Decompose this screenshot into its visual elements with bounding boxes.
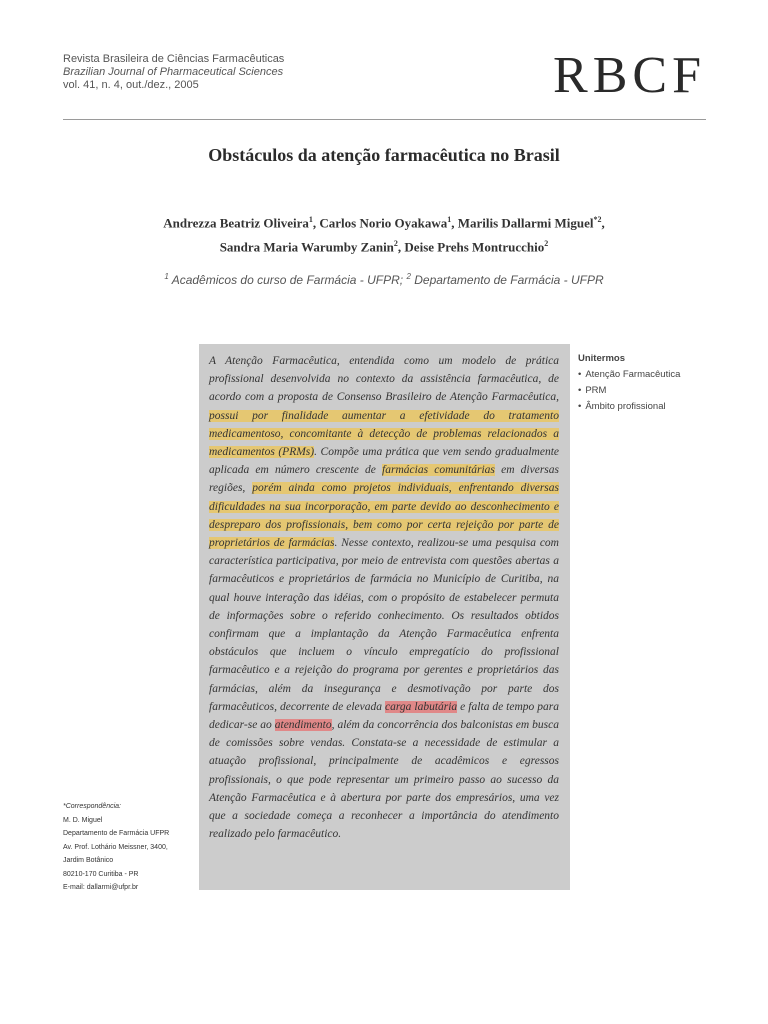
uniterms-list xyxy=(578,367,680,415)
abstract-highlight: farmácias comunitárias xyxy=(382,464,495,477)
uniterm-item: • PRM xyxy=(578,383,680,399)
correspondence xyxy=(63,800,169,895)
header-divider xyxy=(63,119,706,120)
author-list xyxy=(0,209,768,258)
abstract-part: . Compõe uma prática que vem sendo gradualmente aplicada em número crescente de xyxy=(209,446,559,477)
correspondence-label: *Correspondência: xyxy=(63,803,121,810)
affil-text-1: Acadêmicos do curso de Farmácia - UFPR; xyxy=(168,273,407,287)
correspondence-line: E-mail: dallarmi@ufpr.br xyxy=(63,884,139,891)
author-sup: 1 xyxy=(308,215,313,224)
abstract-highlight: porém ainda como projetos individuais, enfrentando diversas dificuldades na sua incorporação, em parte devido ao desconhecimento e despreparo dos profissionais, bem como por certa rejeição por parte de proprietários de farmácias xyxy=(209,482,559,550)
author-line-1 xyxy=(0,209,768,233)
uniterm-item: • Âmbito profissional xyxy=(578,399,680,415)
journal-name-en: Brazilian Journal of Pharmaceutical Sciences xyxy=(63,66,284,78)
abstract-highlight-red: atendimento xyxy=(274,719,332,732)
journal-header xyxy=(63,53,284,92)
author-sep: , xyxy=(397,239,405,255)
affil-text-2: Departamento de Farmácia - UFPR xyxy=(410,273,604,287)
abstract-text xyxy=(209,352,559,843)
author-name: Carlos Norio Oyakawa xyxy=(319,215,448,231)
author-sup: 2 xyxy=(544,239,549,249)
author-name: Deise Prehs Montrucchio xyxy=(404,239,545,255)
abstract-part: em diversas regiões, xyxy=(209,464,559,495)
abstract-part: A Atenção Farmacêutica, entendida como um modelo de prática profissional desenvolvida no contexto da assistência farmacêutica, de acordo com a proposta de Consenso Brasileiro de Atenção Farmacêutica, xyxy=(209,355,559,404)
affil-sup-2: 2 xyxy=(406,272,411,281)
abstract-highlight: possui por finalidade aumentar a efetividade do tratamento medicamentoso, concomitante à detecção de problemas relacionados a medicamentos (PRMs) xyxy=(209,409,559,459)
author-sep: , xyxy=(312,215,320,231)
uniterm-item: • Atenção Farmacêutica xyxy=(578,367,680,383)
author-sup: 1 xyxy=(447,215,452,224)
correspondence-line: 80210-170 Curitiba - PR xyxy=(63,870,139,878)
author-sup: *2 xyxy=(593,215,602,224)
article-title: Obstáculos da atenção farmacêutica no Brasil xyxy=(208,145,560,165)
correspondence-line: Av. Prof. Lothário Meissner, 3400, xyxy=(63,843,168,851)
uniterms-heading: Unitermos xyxy=(578,353,625,364)
journal-issue: vol. 41, n. 4, out./dez., 2005 xyxy=(63,79,199,91)
author-name: Sandra Maria Warumby Zanin xyxy=(219,239,394,255)
abstract-part: , além da concorrência dos balconistas em busca de comissões sobre vendas. Constata-se a necessidade de estimular a atuação profissional, principalmente de acadêmicos e egressos profissionais, o que pode representar um primeiro passo ao sucesso da Atenção Farmacêutica e à abertura por parte dos empresários, uma vez que a sociedade começa a reconhecer a importância do atendimento realizado pelo farmacêutico. xyxy=(209,719,560,841)
author-line-2 xyxy=(0,233,768,257)
abstract-part: . Nesse contexto, realizou-se uma pesquisa com característica participativa, por meio de entrevista com questões abertas a farmacêuticos e proprietários de farmácia no Município de Curitiba, na qual houve interação das idéias, com o propósito de estabelecer permuta de informações sobre o referido conhecimento. Os resultados obtidos confirmam que a implantação da Atenção Farmacêutica enfrenta obstáculos que incluem o vínculo empregatício do profissional farmacêutico e a rejeição do programa por gerentes e proprietários das farmácias, além da insegurança e desmotivação por parte dos farmacêuticos, decorrente de elevada xyxy=(209,537,559,713)
abstract-highlight-red: carga labutária xyxy=(384,700,458,713)
author-sep: , xyxy=(451,215,458,231)
correspondence-line: Jardim Botânico xyxy=(63,857,114,864)
journal-logo: RBCF xyxy=(553,47,706,104)
affiliations xyxy=(0,272,768,287)
abstract-part: e falta de tempo para dedicar-se ao xyxy=(209,700,559,732)
affil-sup-1: 1 xyxy=(164,272,169,281)
author-name: Andrezza Beatriz Oliveira xyxy=(163,215,309,231)
author-sep: , xyxy=(601,215,605,231)
author-name: Marilis Dallarmi Miguel xyxy=(457,215,594,231)
author-sup: 2 xyxy=(393,239,398,249)
correspondence-line: Departamento de Farmácia UFPR xyxy=(63,830,170,837)
correspondence-line: M. D. Miguel xyxy=(63,816,103,824)
uniterms xyxy=(578,351,680,415)
journal-name-pt: Revista Brasileira de Ciências Farmacêuticas xyxy=(63,53,285,65)
